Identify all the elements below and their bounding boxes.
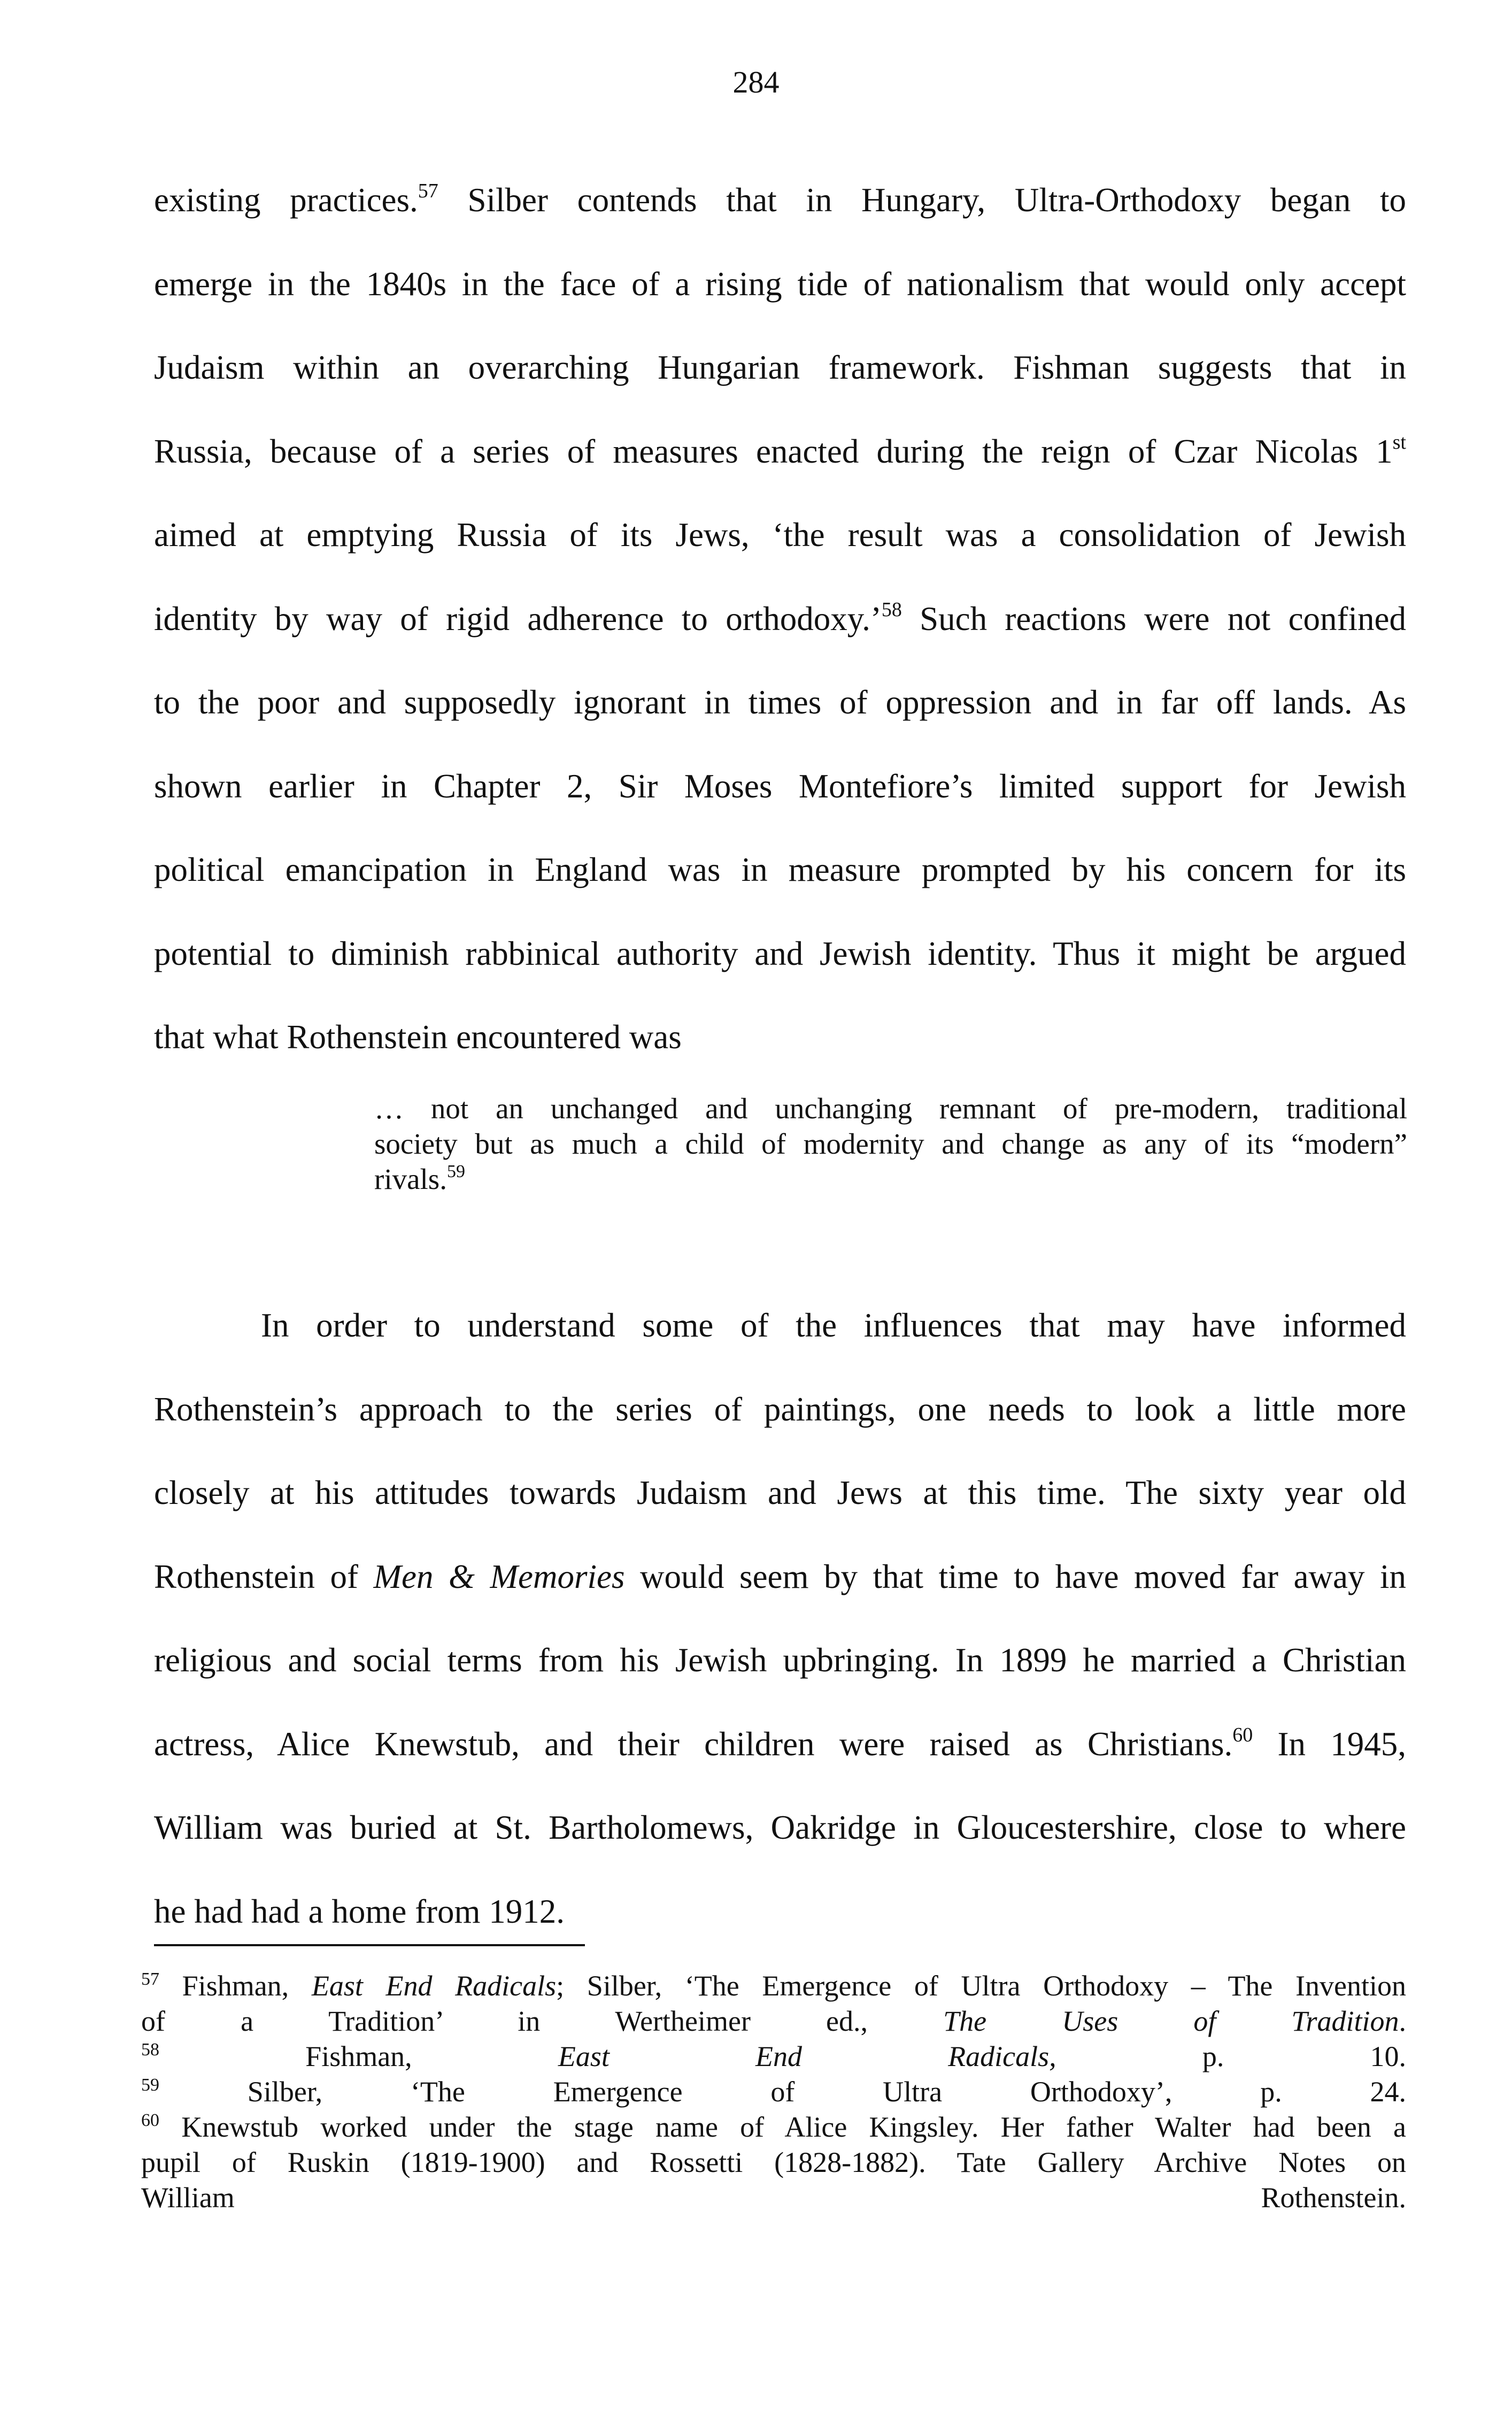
text-line: Rothenstein’s approach to the series of paintings, one needs to look a little more	[154, 1390, 1406, 1428]
page-number: 284	[732, 65, 780, 99]
footnote-divider	[154, 1944, 585, 1946]
text-line: Rothenstein of Men & Memories would seem by that time to have moved far away in	[154, 1557, 1406, 1595]
quote-line: rivals.$^{59}$	[374, 1162, 465, 1195]
block-quote	[374, 1091, 1407, 1197]
footnote-line: William Rothenstein.	[141, 2182, 1406, 2214]
footnote-ref-57[interactable]: 57	[418, 180, 438, 202]
footnote-line: $^{60}$ Knewstub worked under the stage name of Alice Kingsley. Her father Walter had been a	[141, 2110, 1406, 2143]
text-line: shown earlier in Chapter 2, Sir Moses Montefiore’s limited support for Jewish	[154, 767, 1406, 805]
footnote-line: $^{59}$ Silber, ‘The Emergence of Ultra Orthodoxy’, p. 24.	[141, 2075, 1406, 2108]
footnote-59	[141, 2074, 1406, 2109]
book-title: Men & Memories	[373, 1557, 625, 1595]
quote-line: society but as much a child of modernity and change as any of its “modern”	[374, 1127, 1407, 1160]
text-line: existing practices.$^{57}$ Silber contends that in Hungary, Ultra-Orthodoxy began to	[154, 180, 1407, 219]
footnote-line: of a Tradition’ in Wertheimer ed., The Uses of Tradition.	[141, 2005, 1407, 2037]
footnotes	[141, 1968, 1406, 2215]
text-line: Russia, because of a series of measures enacted during the reign of Czar Nicolas 1st	[154, 431, 1406, 470]
text-line: he had had a home from 1912.	[154, 1892, 565, 1930]
footnote-58	[141, 2039, 1406, 2074]
footnote-line: pupil of Ruskin (1819-1900) and Rossetti (1828-1882). Tate Gallery Archive Notes on	[141, 2146, 1406, 2178]
footnote-60	[141, 2109, 1406, 2215]
footnote-ref-58[interactable]: 58	[881, 598, 902, 621]
footnote-57	[141, 1968, 1406, 2039]
text-line: In order to understand some of the influences that may have informed	[261, 1307, 1406, 1344]
text-line: actress, Alice Knewstub, and their children were raised as Christians.$^{60}$ In 1945,	[154, 1723, 1407, 1763]
footnote-line: $^{58}$ Fishman, East End Radicals, p. 10.	[141, 2040, 1406, 2072]
quote-line: … not an unchanged and unchanging remnant of pre-modern, traditional	[374, 1092, 1407, 1125]
footnote-ref-60[interactable]: 60	[1232, 1723, 1253, 1746]
text-line: Judaism within an overarching Hungarian framework. Fishman suggests that in	[154, 349, 1406, 386]
text-line: emerge in the 1840s in the face of a rising tide of nationalism that would only accept	[154, 265, 1406, 303]
text-line: religious and social terms from his Jewish upbringing. In 1899 he married a Christian	[154, 1641, 1406, 1679]
text-line: to the poor and supposedly ignorant in times of oppression and in far off lands. As	[154, 684, 1406, 721]
ordinal-suffix: st	[1392, 431, 1406, 454]
text-line: potential to diminish rabbinical authority and Jewish identity. Thus it might be argued	[154, 934, 1406, 972]
text-line: political emancipation in England was in measure prompted by his concern for its	[154, 851, 1406, 888]
footnote-ref-59[interactable]: 59	[446, 1162, 465, 1181]
text-line: closely at his attitudes towards Judaism and Jews at this time. The sixty year old	[154, 1474, 1406, 1511]
body-paragraph-2	[154, 1284, 1406, 1953]
text-line: William was buried at St. Bartholomews, Oakridge in Gloucestershire, close to where	[154, 1809, 1406, 1846]
text-line: aimed at emptying Russia of its Jews, ‘the result was a consolidation of Jewish	[154, 516, 1406, 554]
body-paragraph-1	[154, 158, 1406, 1079]
footnote-line: $^{57}$ Fishman, East End Radicals; Silber, ‘The Emergence of Ultra Orthodoxy – The Invention	[141, 1969, 1407, 2002]
text-line: that what Rothenstein encountered was	[154, 1018, 682, 1056]
text-line: identity by way of rigid adherence to orthodoxy.’$^{58}$ Such reactions were not confined	[154, 598, 1406, 638]
